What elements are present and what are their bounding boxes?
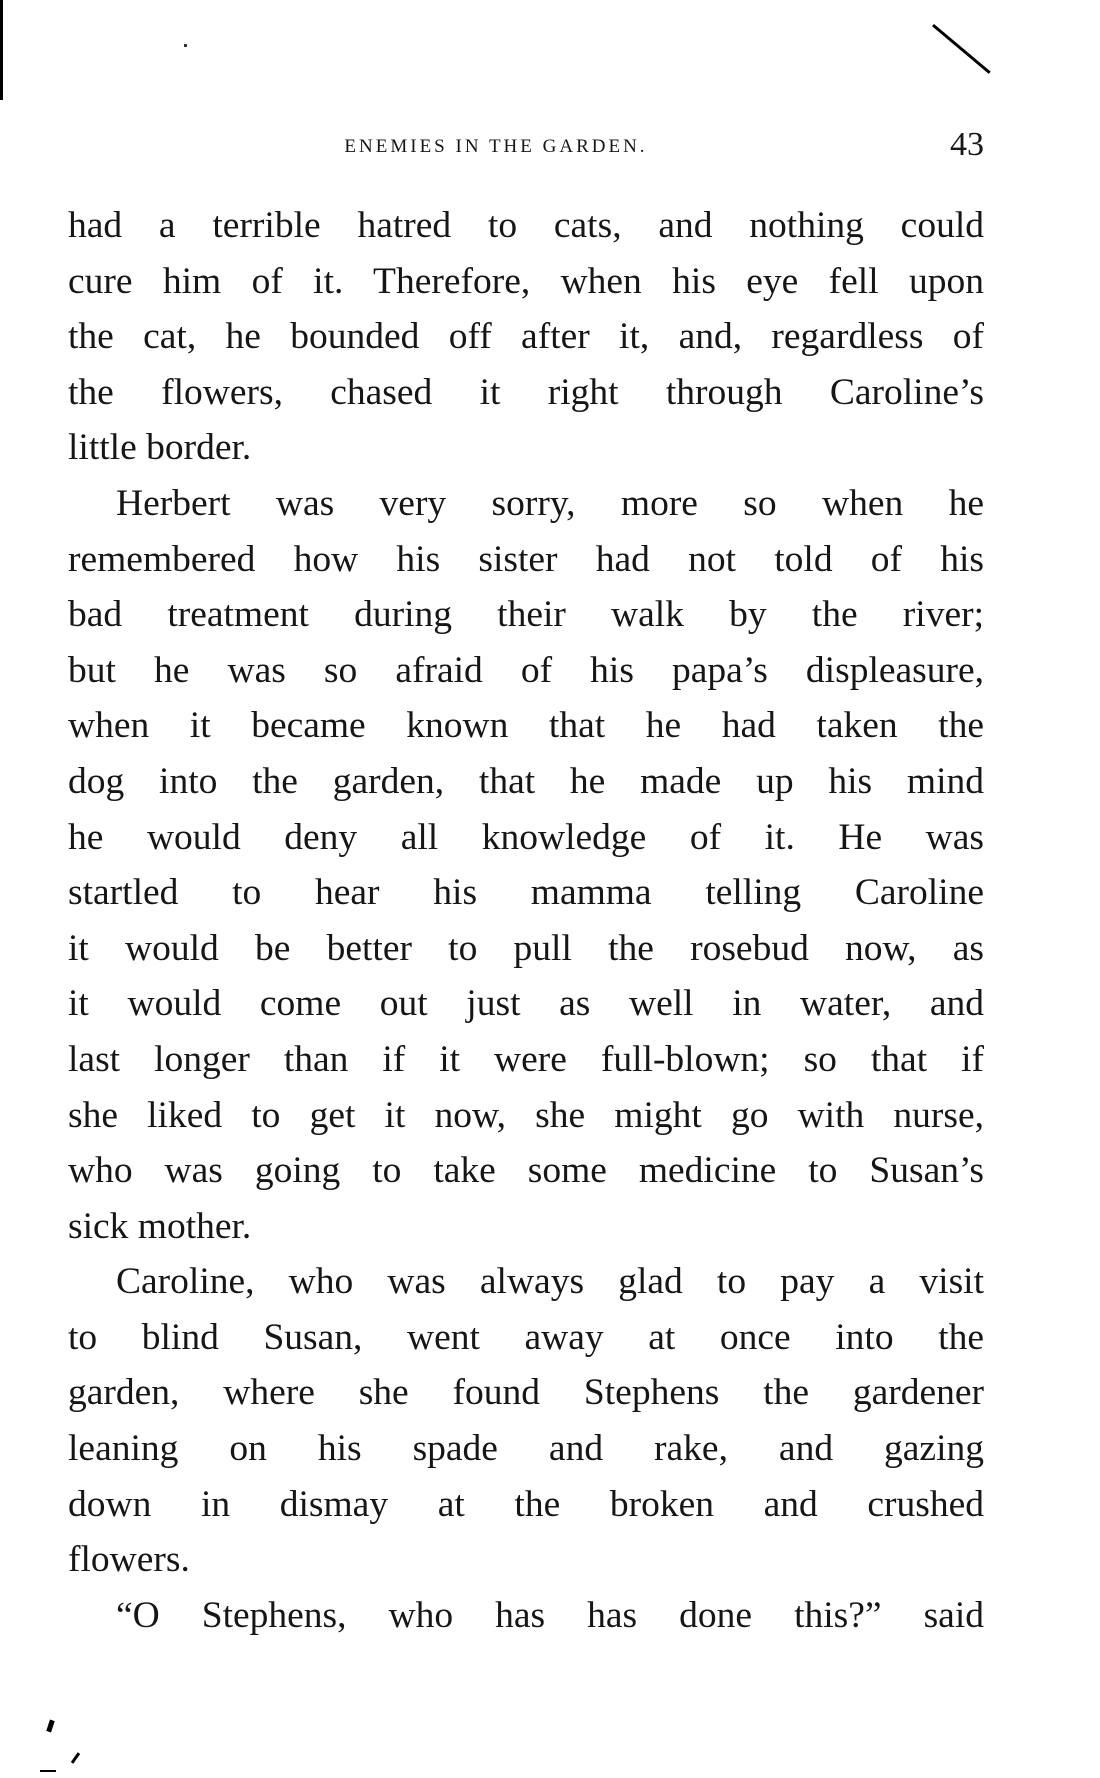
- text-line: Caroline, who was always glad to pay a visit: [116, 1261, 984, 1303]
- text-line: but he was so afraid of his papa’s displeasure,: [68, 649, 984, 691]
- paragraph: [68, 476, 984, 1254]
- text-line: cure him of it. Therefore, when his eye fell upon: [68, 260, 984, 302]
- scan-edge-mark: [0, 0, 3, 100]
- text-line: it would come out just as well in water, and: [68, 983, 984, 1025]
- text-line: she liked to get it now, she might go with nurse,: [68, 1094, 984, 1136]
- text-line: last longer than if it were full-blown; so that if: [68, 1038, 984, 1080]
- text-line: remembered how his sister had not told of his: [68, 538, 984, 580]
- text-line: who was going to take some medicine to Susan’s: [68, 1150, 984, 1192]
- running-head-title: ENEMIES IN THE GARDEN.: [344, 136, 648, 157]
- scan-speck: [46, 1720, 54, 1733]
- text-line: down in dismay at the broken and crushed: [68, 1483, 984, 1525]
- text-line: leaning on his spade and rake, and gazing: [68, 1428, 984, 1470]
- text-line: the cat, he bounded off after it, and, regardless of: [68, 316, 984, 358]
- text-line: the flowers, chased it right through Caroline’s: [68, 371, 984, 413]
- running-head: [68, 126, 984, 166]
- paragraph: [68, 198, 984, 476]
- text-line: flowers.: [68, 1539, 190, 1581]
- text-line: “O Stephens, who has has done this?” said: [116, 1594, 984, 1636]
- text-line: dog into the garden, that he made up his mind: [68, 760, 984, 802]
- text-line: it would be better to pull the rosebud now, as: [68, 927, 984, 969]
- text-line: startled to hear his mamma telling Caroline: [68, 872, 984, 914]
- page-number: 43: [950, 126, 984, 163]
- text-line: bad treatment during their walk by the river;: [68, 594, 984, 636]
- scan-speck: [40, 1770, 56, 1772]
- text-line: little border.: [68, 427, 252, 469]
- scan-speck: [184, 44, 187, 47]
- paragraph: [68, 1254, 984, 1588]
- text-line: had a terrible hatred to cats, and nothing could: [68, 205, 984, 246]
- text-line: to blind Susan, went away at once into the: [68, 1316, 984, 1358]
- scan-speck: [71, 1752, 80, 1764]
- scan-pen-stroke: [932, 24, 991, 74]
- text-line: garden, where she found Stephens the gardener: [68, 1372, 984, 1414]
- text-line: sick mother.: [68, 1205, 252, 1247]
- body-text: [68, 198, 984, 1643]
- paragraph: [68, 1588, 984, 1644]
- text-line: when it became known that he had taken the: [68, 705, 984, 747]
- text-line: Herbert was very sorry, more so when he: [116, 482, 984, 524]
- text-line: he would deny all knowledge of it. He was: [68, 816, 984, 858]
